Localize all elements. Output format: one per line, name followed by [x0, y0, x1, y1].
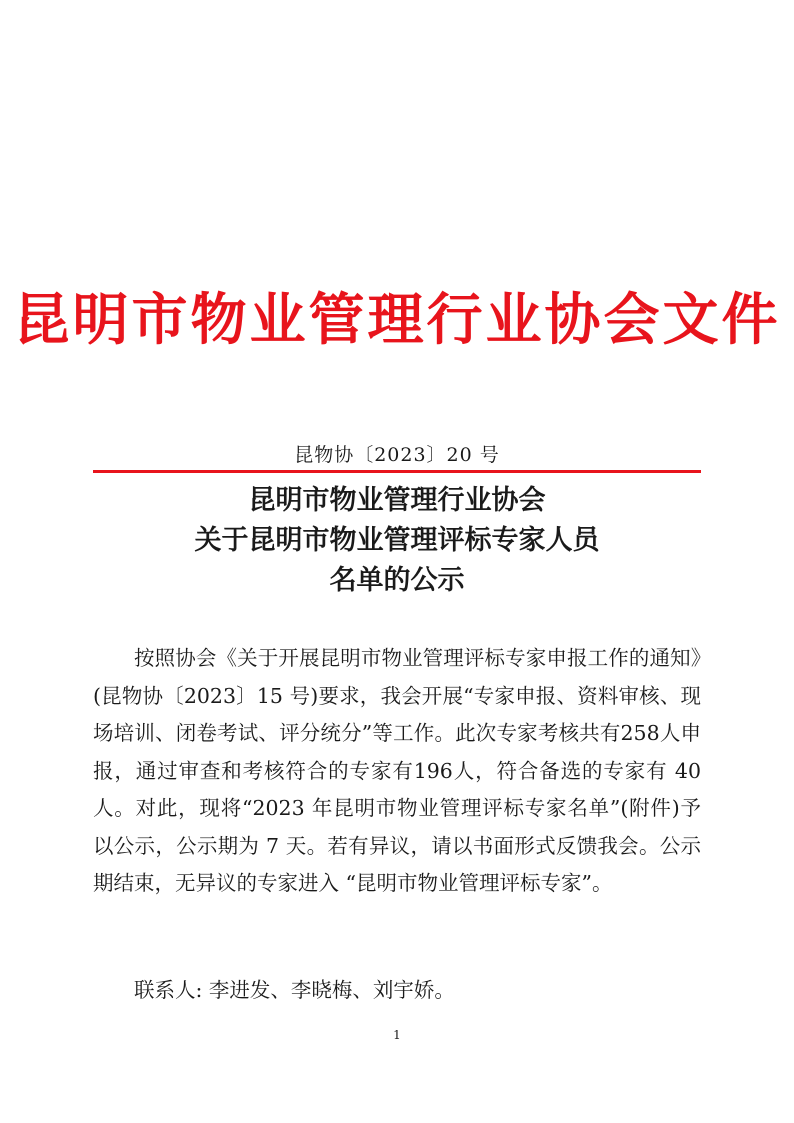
body-paragraph: 按照协会《关于开展昆明市物业管理评标专家申报工作的通知》(昆物协〔2023〕15 号)要求，我会开展“专家申报、资料审核、现场培训、闭卷考试、评分统分”等工作。此次专家考核共有258人申报，通过审查和考核符合的专家有196人，符合备选的专家有 40 人。对此，现将“2023 年昆明市物业管理评标专家名单”(附件)予以公示，公示期为 7 天。若有异议，请以书面形式反馈我会。公示期结束，无异议的专家进入 “昆明市物业管理评标专家”。 [93, 646, 701, 895]
org-header-title: 昆明市物业管理行业协会文件 [13, 288, 781, 353]
document-title [0, 481, 794, 601]
title-line-2: 关于昆明市物业管理评标专家人员 [194, 525, 600, 556]
title-line-1: 昆明市物业管理行业协会 [248, 485, 546, 516]
document-number: 昆物协〔2023〕20 号 [294, 444, 500, 466]
header-divider [93, 470, 701, 473]
page-number: 1 [393, 1028, 401, 1042]
title-line-3: 名单的公示 [329, 565, 465, 596]
contact-line: 联系人: 李进发、李晓梅、刘宇娇。 [134, 978, 455, 1002]
